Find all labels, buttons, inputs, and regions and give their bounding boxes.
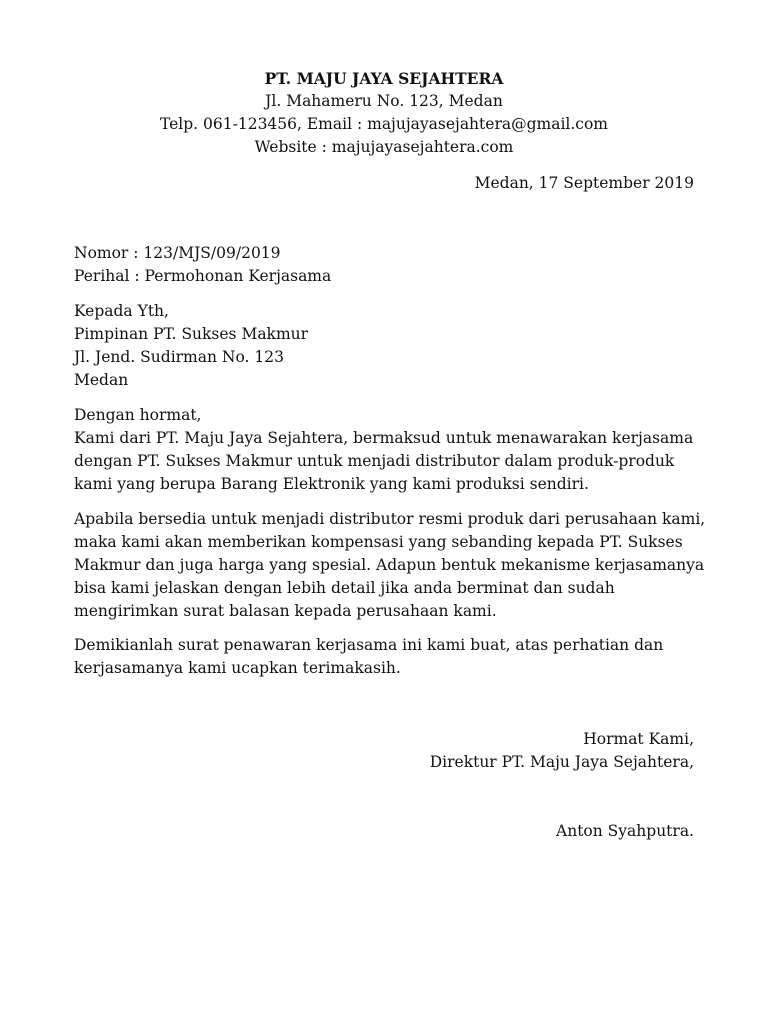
letter-subject: Perihal : Permohonan Kerjasama bbox=[74, 267, 332, 285]
paragraph-line: bisa kami jelaskan dengan lebih detail jika anda berminat dan sudah bbox=[74, 579, 615, 597]
company-contact: Telp. 061-123456, Email : majujayasejahtera@gmail.com bbox=[159, 115, 609, 133]
paragraph-line: dengan PT. Sukses Makmur untuk menjadi distributor dalam produk-produk bbox=[74, 452, 675, 470]
company-website: Website : majujayasejahtera.com bbox=[254, 138, 514, 156]
paragraph-line: mengirimkan surat balasan kepada perusahaan kami. bbox=[74, 602, 497, 620]
signer-title: Direktur PT. Maju Jaya Sejahtera, bbox=[429, 753, 694, 771]
recipient-block bbox=[74, 300, 308, 392]
closing-regards: Hormat Kami, bbox=[583, 730, 694, 748]
offer-paragraph bbox=[74, 508, 706, 623]
paragraph-line: kerjasamanya kami ucapkan terimakasih. bbox=[74, 659, 401, 677]
opening-paragraph bbox=[74, 404, 698, 496]
signer-name: Anton Syahputra. bbox=[556, 822, 694, 840]
letter-number: Nomor : 123/MJS/09/2019 bbox=[74, 244, 281, 262]
paragraph-line: kami yang berupa Barang Elektronik yang kami produksi sendiri. bbox=[74, 475, 589, 493]
closing-paragraph bbox=[74, 634, 698, 680]
paragraph-line: Makmur dan juga harga yang spesial. Adapun bentuk mekanisme kerjasamanya bbox=[74, 556, 705, 574]
signature-block bbox=[430, 728, 694, 774]
letter-meta bbox=[74, 242, 331, 288]
recipient-street: Jl. Jend. Sudirman No. 123 bbox=[74, 348, 284, 366]
recipient-city: Medan bbox=[74, 371, 129, 389]
company-address: Jl. Mahameru No. 123, Medan bbox=[265, 92, 503, 110]
paragraph-line: Demikianlah surat penawaran kerjasama ini kami buat, atas perhatian dan bbox=[74, 636, 664, 654]
paragraph-line: Kami dari PT. Maju Jaya Sejahtera, bermaksud untuk menawarakan kerjasama bbox=[74, 429, 694, 447]
recipient-name: Pimpinan PT. Sukses Makmur bbox=[74, 325, 309, 343]
paragraph-line: Apabila bersedia untuk menjadi distributor resmi produk dari perusahaan kami, bbox=[74, 510, 706, 528]
greeting: Dengan hormat, bbox=[74, 406, 202, 424]
recipient-salutation: Kepada Yth, bbox=[74, 302, 169, 320]
letterhead bbox=[0, 67, 768, 159]
paragraph-line: maka kami akan memberikan kompensasi yang sebanding kepada PT. Sukses bbox=[74, 533, 683, 551]
company-name: PT. MAJU JAYA SEJAHTERA bbox=[264, 69, 504, 88]
letter-date: Medan, 17 September 2019 bbox=[474, 174, 694, 192]
